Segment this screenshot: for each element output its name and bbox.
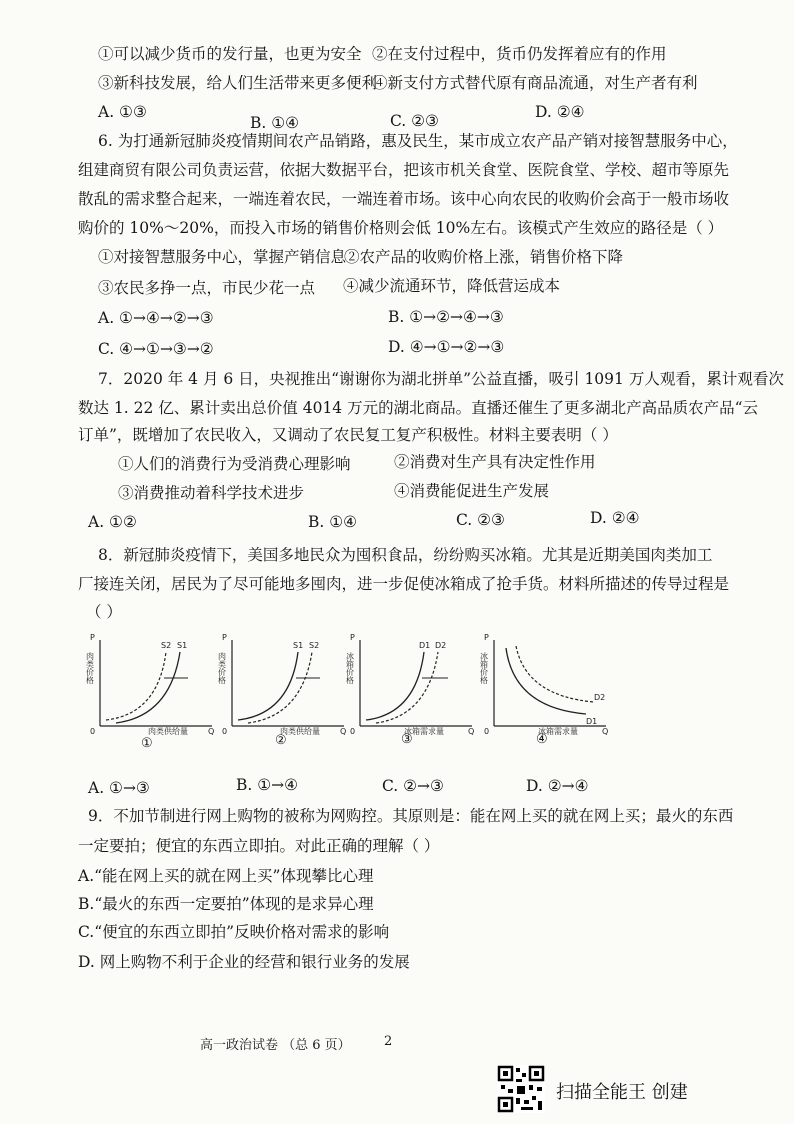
graph-4-axis-q: Q	[602, 727, 609, 736]
graph-1-axis-p: P	[90, 633, 95, 642]
graph-4-origin: 0	[484, 727, 490, 736]
q8-stem-line-1: 8．新冠肺炎疫情下，美国多地民众为囤积食品，纷纷购买冰箱。尤其是近期美国肉类加工	[98, 546, 713, 564]
graph-3-axis-p: P	[350, 633, 355, 642]
graph-1-axis-q: Q	[208, 727, 215, 736]
q6-statement-2: ②农产品的收购价格上涨，销售价格下降	[344, 248, 624, 266]
q6-stem-line-4: 购价的 10%～20%，而投入市场的销售价格则会低 10%左右。该模式产生效应的路径是（ ）	[78, 219, 724, 237]
q6-stem-line-1: 6. 为打通新冠肺炎疫情期间农产品销路，惠及民生，某市成立农产品产销对接智慧服务中心，	[98, 132, 738, 150]
q6-stem-line-2: 组建商贸有限公司负责运营，依据大数据平台，把该市机关食堂、医院食堂、学校、超市等原先	[78, 161, 730, 179]
graph-2-marker: ②	[275, 733, 287, 748]
q8-option-d: D. ②→④	[526, 777, 589, 795]
graph-2-axis-q: Q	[340, 727, 347, 736]
q7-statement-1: ①人们的消费行为受消费心理影响	[118, 455, 351, 473]
graph-3-marker: ③	[401, 732, 413, 747]
q7-statement-3: ③消费推动着科学技术进步	[118, 484, 305, 502]
graph-3-fridge-demand	[345, 630, 478, 755]
q5-statement-1: ①可以减少货币的发行量，也更为安全	[98, 45, 362, 63]
q6-statement-1: ①对接智慧服务中心，掌握产销信息	[98, 248, 347, 266]
q8-stem-line-2: 厂接连关闭，居民为了尽可能地多囤肉，进一步促使冰箱成了抢手货。材料所描述的传导过程是	[78, 575, 730, 593]
graph-3-ylabel: 冰箱价格	[345, 652, 355, 684]
graph-3-xlabel: 冰箱需求量	[404, 727, 444, 736]
q7-option-d: D. ②④	[590, 509, 640, 527]
graph-3-axis-q: Q	[468, 727, 475, 736]
q7-statement-2: ②消费对生产具有决定性作用	[394, 453, 596, 471]
q9-option-d: D. 网上购物不利于企业的经营和银行业务的发展	[78, 953, 410, 971]
graph-4-marker: ④	[536, 732, 548, 747]
graph-1-meat-supply	[85, 630, 218, 755]
graph-3-origin: 0	[350, 727, 356, 736]
graph-3-label-d1: D1	[419, 641, 431, 650]
q8-option-a: A. ①→③	[88, 779, 150, 797]
q9-stem-line-2: 一定要拍；便宜的东西立即拍。对此正确的理解（ ）	[78, 837, 440, 855]
q9-option-c: C.“便宜的东西立即拍”反映价格对需求的影响	[78, 923, 390, 941]
q5-statement-3: ③新科技发展，给人们生活带来更多便利	[98, 74, 378, 92]
q6-option-c: C. ④→①→③→②	[98, 340, 214, 358]
footer-exam-title: 高一政治试卷 （总 6 页）	[200, 1038, 351, 1053]
q6-option-d: D. ④→①→②→③	[388, 338, 505, 356]
q7-statement-4: ④消费能促进生产发展	[394, 482, 550, 500]
q7-stem-line-3: 订单”，既增加了农民收入，又调动了农民复工复产积极性。材料主要表明（ ）	[78, 426, 618, 444]
graph-2-axis-p: P	[222, 633, 227, 642]
q5-statement-2: ②在支付过程中，货币仍发挥着应有的作用	[372, 45, 667, 63]
q8-stem-line-3: （ ）	[86, 603, 122, 621]
graph-2-label-s2: S2	[309, 641, 320, 650]
q6-stem-line-3: 散乱的需求整合起来，一端连着农民，一端连着市场。该中心向农民的收购价会高于一般市场收	[78, 190, 730, 208]
graph-4-label-d2: D2	[594, 693, 606, 702]
q5-statement-4: ④新支付方式替代原有商品流通，对生产者有利	[372, 74, 698, 92]
q5-option-d: D. ②④	[535, 103, 585, 121]
q7-option-b: B. ①④	[308, 513, 358, 531]
q8-option-c: C. ②→③	[382, 777, 444, 795]
q9-stem-line-1: 9．不加节制进行网上购物的被称为网购控。其原则是：能在网上买的就在网上买；最火的东西	[88, 807, 734, 825]
graph-1-marker: ①	[141, 736, 153, 751]
q6-option-a: A. ①→④→②→③	[98, 309, 214, 327]
q7-option-a: A. ①②	[88, 513, 137, 531]
q5-option-a: A. ①③	[98, 103, 147, 121]
graph-2-xlabel: 肉类供给量	[280, 727, 320, 736]
q9-option-a: A.“能在网上买的就在网上买”体现攀比心理	[78, 867, 374, 885]
q7-stem-line-2: 数达 1. 22 亿、累计卖出总价值 4014 万元的湖北商品。直播还催生了更多湖北产高品质农产品“云	[78, 399, 759, 417]
graph-2-label-s1: S1	[293, 641, 304, 650]
graph-1-label-s2: S2	[161, 641, 172, 650]
q5-option-c: C. ②③	[390, 112, 439, 130]
q9-option-b: B.“最火的东西一定要拍”体现的是求异心理	[78, 895, 374, 913]
q8-option-b: B. ①→④	[236, 776, 299, 794]
q7-option-c: C. ②③	[456, 511, 505, 529]
graph-2-origin: 0	[222, 727, 228, 736]
q6-statement-3: ③农民多挣一点，市民少花一点	[98, 279, 316, 297]
scanner-brand-text: 扫描全能王 创建	[556, 1082, 688, 1103]
q6-option-b: B. ①→②→④→③	[388, 308, 504, 326]
graph-4-ylabel: 冰箱价格	[479, 652, 489, 684]
q5-option-b: B. ①④	[250, 114, 300, 132]
graph-2-ylabel: 肉类价格	[217, 652, 227, 684]
graph-3-label-d2: D2	[435, 641, 447, 650]
qr-code-icon	[497, 1065, 545, 1113]
footer-page-number: 2	[384, 1034, 393, 1049]
graph-4-xlabel: 冰箱需求量	[538, 727, 578, 736]
graph-1-origin: 0	[90, 727, 96, 736]
graph-4-axis-p: P	[484, 633, 489, 642]
q7-stem-line-1: 7．2020 年 4 月 6 日，央视推出“谢谢你为湖北拼单”公益直播，吸引 1091 万人观看，累计观看次	[98, 370, 784, 388]
q6-statement-4: ④减少流通环节，降低营运成本	[343, 277, 561, 295]
graph-4-label-d1: D1	[586, 717, 598, 726]
graph-1-label-s1: S1	[177, 641, 188, 650]
graph-1-ylabel: 肉类价格	[85, 652, 95, 684]
graph-1-xlabel: 肉类供给量	[148, 727, 188, 736]
